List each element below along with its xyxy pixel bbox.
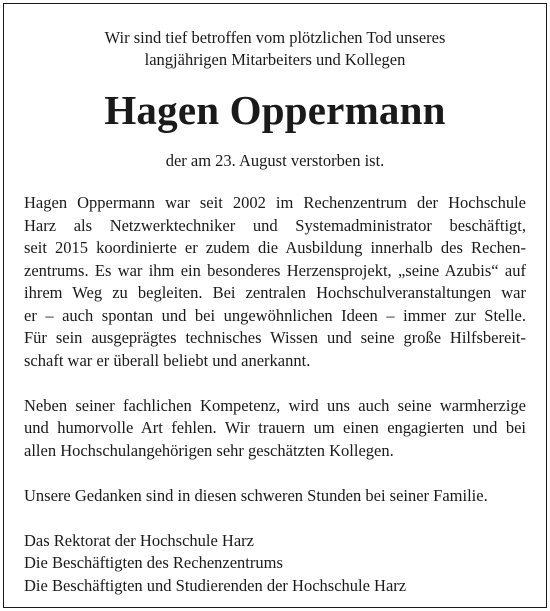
- text-line: zentrums. Es war ihm ein besonderes Herzensprojekt, „seine Azubis“ auf: [24, 260, 526, 280]
- text-line: und humorvolle Art fehlen. Wir trauern um einen engagierten und bei: [24, 418, 526, 437]
- text-line: schaft war er überall beliebt und anerkannt.: [24, 350, 311, 370]
- signatory-line: Die Beschäftigten des Rechenzentrums: [24, 553, 283, 572]
- intro-line: Wir sind tief betroffen vom plötzlichen Tod unseres: [104, 28, 446, 47]
- date-of-death-line: der am 23. August verstorben ist.: [165, 151, 385, 170]
- paragraph-condolence: [24, 485, 526, 508]
- signatory-line: Das Rektorat der Hochschule Harz: [24, 530, 254, 550]
- text-line: ihrem Weg zu begleiten. Bei zentralen Hochschulveranstaltungen war: [24, 283, 526, 302]
- intro-text: [0, 27, 550, 71]
- text-line: Für sein ausgeprägtes technisches Wissen und seine große Hilfsbereit-: [24, 328, 526, 347]
- text-line: Unsere Gedanken sind in diesen schweren Stunden bei seiner Familie.: [24, 485, 488, 505]
- paragraph-character: [24, 395, 526, 463]
- notice-body: [24, 192, 526, 597]
- deceased-name: Hagen Oppermann: [104, 87, 446, 133]
- text-line: er – auch spontan und bei ungewöhnlichen Ideen – immer zur Stelle.: [24, 305, 526, 325]
- text-line: Harz als Netzwerktechniker und Systemadministrator beschäftigt,: [24, 215, 526, 235]
- text-line: Neben seiner fachlichen Kompetenz, wird uns auch seine warmherzige: [24, 395, 526, 415]
- signatory-line: Die Beschäftigten und Studierenden der Hochschule Harz: [24, 575, 407, 595]
- text-line: seit 2015 koordinierte er zudem die Ausbildung innerhalb des Rechen-: [24, 238, 526, 257]
- intro-line: langjährigen Mitarbeiters und Kollegen: [144, 50, 406, 69]
- text-line: Hagen Oppermann war seit 2002 im Rechenzentrum der Hochschule: [24, 193, 526, 212]
- signatories: [24, 530, 526, 598]
- text-line: allen Hochschulangehörigen sehr geschätzten Kollegen.: [24, 440, 394, 460]
- paragraph-tribute: [24, 192, 526, 372]
